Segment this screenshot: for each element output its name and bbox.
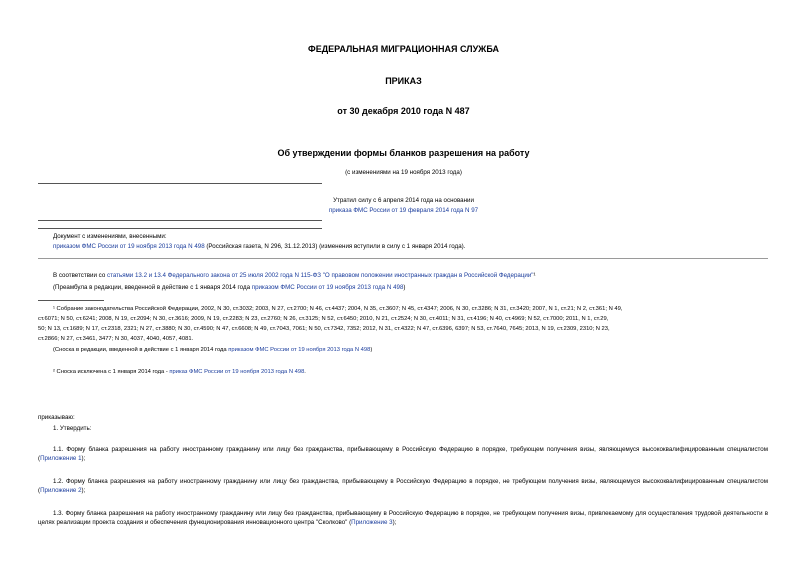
lost-force-line: Утратил силу с 6 апреля 2014 года на основании (333, 197, 474, 204)
doc-title: Об утверждении формы бланков разрешения на работу (277, 148, 530, 158)
item-1-2-text: 1.2. Форму бланка разрешения на работу иностранному гражданину или лицу без гражданства, прибывающему в Российскую Федерацию в порядке, не требующем получения визы, являющемуся высококвалифицированным специалистом ( (38, 478, 768, 494)
preamble-note (53, 283, 405, 292)
appendix-2-link[interactable]: Приложение 2 (40, 487, 82, 494)
footnote-1-note-link[interactable]: приказом ФМС России от 19 ноября 2013 года N 498 (228, 347, 371, 353)
footnote-1-marker: ¹ (53, 306, 55, 312)
preamble-note-suffix: ) (403, 284, 406, 291)
item-1-1 (38, 445, 768, 463)
footnote-marker: ¹ (533, 272, 536, 279)
item-1-1-text: 1.1. Форму бланка разрешения на работу иностранному гражданину или лицу без гражданства, прибывающему в Российскую Федерацию в порядке, требующем получения визы, являющемуся высококвалифицированным специалистом ( (38, 446, 768, 462)
item-1-3-end: ); (392, 519, 397, 526)
separator-line (38, 183, 322, 184)
agency-name: ФЕДЕРАЛЬНАЯ МИГРАЦИОННАЯ СЛУЖБА (308, 44, 499, 54)
changes-line (53, 242, 465, 251)
footnote-1-note-prefix: (Сноска в редакции, введенной в действие с 1 января 2014 года (53, 347, 229, 353)
footnote-2 (53, 368, 306, 378)
footnote-2-text: Сноска исключена с 1 января 2014 года - (54, 369, 170, 375)
footnote-1-line4: ст.2866; N 27, ст.3461, 3477; N 30, 4037, 4040, 4057, 4081. (38, 336, 194, 342)
footnote-2-suffix: . (304, 369, 306, 375)
footnote-1-line1 (53, 305, 622, 315)
separator-line (38, 228, 322, 229)
footnote-1-line3: 50; N 13, ст.1689; N 17, ст.2318, 2321; N 27, ст.3880; N 30, ст.4590; N 47, ст.6608; N 49, ст.7043, 7061; N 50, ст.7342, 7352; 2012, N 31, ст.4322; N 47, ст.6396, 6397; N 53, ст.7640, 7645; 2013, N 19, ст.2309, 2310; N 23, (38, 326, 610, 332)
footnote-1-note (53, 346, 372, 356)
preamble-law-link[interactable]: статьями 13.2 и 13.4 Федерального закона от 25 июля 2002 года N 115-ФЗ "О правовом положении иностранных граждан в Российской Федерации" (106, 272, 534, 279)
order-word: приказываю: (38, 414, 75, 421)
preamble-prefix: В соответствии со (53, 272, 107, 279)
appendix-3-link[interactable]: Приложение 3 (351, 519, 393, 526)
footnote-1-note-suffix: ) (370, 347, 373, 353)
footnote-separator (38, 300, 104, 301)
item-1: 1. Утвердить: (53, 425, 92, 432)
footnote-1-text: Собрание законодательства Российской Федерации, 2002, N 30, ст.3032; 2003, N 27, ст.2700; N 46, ст.4437; 2004, N 35, ст.3607; N 45, ст.4347; 2006, N 30, ст.3286; N 31, ст.3420; 2007, N 1, ст.21; N 2, ст.361; N 49, (54, 306, 623, 312)
preamble-note-prefix: (Преамбула в редакции, введенной в действие с 1 января 2014 года (53, 284, 252, 291)
item-1-3 (38, 509, 768, 527)
changes-tail: (Российская газета, N 296, 31.12.2013) (изменения вступили в силу с 1 января 2014 года). (204, 243, 466, 250)
changes-link[interactable]: приказом ФМС России от 19 ноября 2013 года N 498 (53, 243, 205, 250)
item-1-1-end: ); (81, 455, 86, 462)
lost-force-link[interactable]: приказа ФМС России от 19 февраля 2014 года N 97 (328, 207, 479, 214)
changes-label: Документ с изменениями, внесенными: (53, 233, 167, 240)
item-1-2 (38, 477, 768, 495)
amendments-note: (с изменениями на 19 ноября 2013 года) (345, 169, 462, 176)
item-1-2-end: ); (81, 487, 86, 494)
doc-type: ПРИКАЗ (385, 76, 422, 86)
doc-date-number: от 30 декабря 2010 года N 487 (337, 106, 470, 116)
separator-line-full (38, 258, 768, 259)
footnote-2-link[interactable]: приказ ФМС России от 19 ноября 2013 года N 498 (169, 369, 305, 375)
appendix-1-link[interactable]: Приложение 1 (40, 455, 82, 462)
footnote-2-marker: ² (53, 369, 55, 375)
preamble-note-link[interactable]: приказом ФМС России от 19 ноября 2013 года N 498 (251, 284, 404, 291)
separator-line (38, 220, 322, 221)
item-1-3-text: 1.3. Форму бланка разрешения на работу иностранному гражданину или лицу без гражданства, прибывающему в Российскую Федерацию в порядке, не требующем получения визы, привлекаемому для осуществления трудовой деятельности в целях реализации проекта создания и обеспечения функционирования инновационного центра "Сколково" ( (38, 510, 768, 526)
footnote-1-line2: ст.6071; N 50, ст.6241; 2008, N 19, ст.2094; N 30, ст.3616; 2009, N 19, ст.2283; N 23, ст.2760; N 26, ст.3125; N 52, ст.6450; 2010, N 21, ст.2524; N 30, ст.4011; N 31, ст.4196; N 40, ст.4969; N 52, ст.7000; 2011, N 1, ст.29, (38, 316, 609, 322)
preamble-line (53, 271, 536, 280)
